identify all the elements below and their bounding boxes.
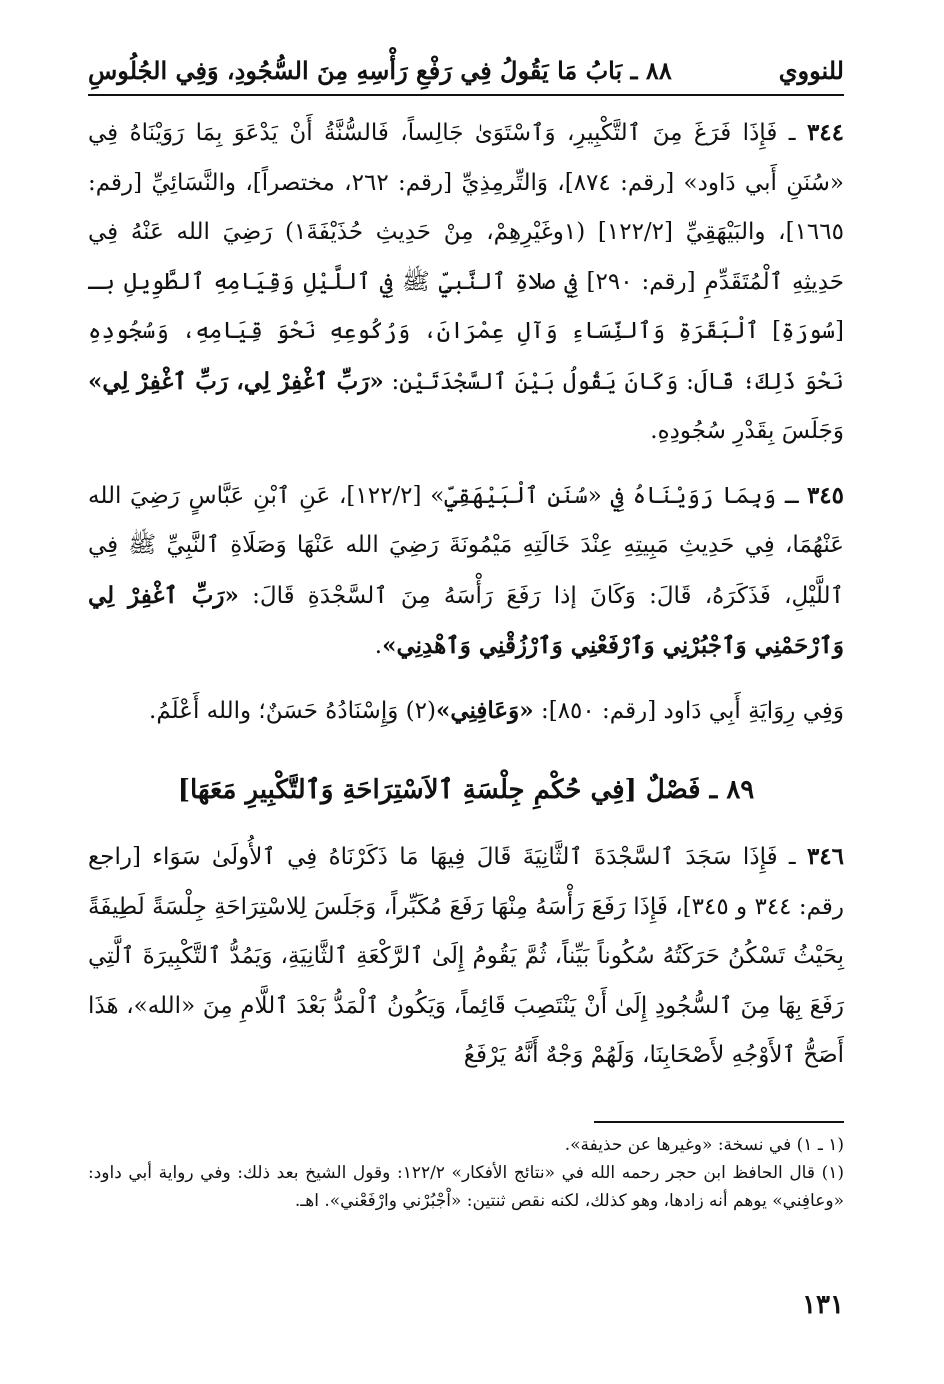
footnote-1-1: (١ ـ ١) في نسخة: «وغيرها عن حذيفة». — [564, 1134, 844, 1155]
supplication-text: «وَعَافِنِي» — [435, 696, 534, 724]
paragraph-number: ٣٤٦ — [806, 843, 844, 870]
footnotes — [88, 1131, 844, 1215]
paragraph-number: ٣٤٥ — [806, 481, 845, 509]
footnote-divider — [594, 1121, 844, 1123]
paragraph-text: ـ وَبِمَا رَوَيْنَاهُ فِي «سُنَنِ ٱلْبَيْهَقِيِّ» [١٢٢/٢]، عَنِ ٱبْنِ عَبَّاسٍ رَضِيَ الله عَنْهُمَا، فِي حَدِيثِ مَبِيتِهِ عِنْدَ خَالَتِهِ مَيْمُونَةَ رَضِيَ الله عَنْهَا وَصَلَاةِ ٱلنَّبِيِّ ﷺ فِي ٱللَّيْلِ، فَذَكَرَهُ، قَالَ: وَكَانَ إذا رَفَعَ رَأْسَهُ مِنَ ٱلسَّجْدَةِ قَالَ: — [88, 482, 844, 609]
paragraph-346 — [88, 832, 844, 1081]
supplication-text: «رَبِّ ٱغْفِرْ لِي، رَبِّ ٱغْفِرْ لِي» — [88, 367, 384, 395]
paragraph-tail: وَجَلَسَ بِقَدْرِ سُجُودِهِ. — [650, 418, 844, 444]
page-number: ١٣١ — [802, 1290, 844, 1320]
paragraph-344 — [88, 108, 844, 457]
body-text — [88, 108, 844, 1081]
header-book-title: للنووي — [778, 56, 844, 85]
paragraph-text: ـ فَإِذَا سَجَدَ ٱلسَّجْدَةَ ٱلثَّانِيَةَ قَالَ فِيهَا مَا ذَكَرْنَاهُ فِي ٱلأُولَىٰ سَوَاء [راجع رقم: ٣٤٤ و ٣٤٥]، فَإِذَا رَفَعَ رَأْسَهُ مِنْهَا رَفَعَ مُكَبِّراً، وَجَلَسَ لِلاسْتِرَاحَةِ جِلْسَةً لَطِيفَةً بِحَيْثُ تَسْكُنُ حَرَكَتُهُ سُكُوناً بَيِّناً، ثُمَّ يَقُومُ إِلَىٰ ٱلرَّكْعَةِ ٱلثَّانِيَةِ، وَيَمُدُّ ٱلتَّكْبِيرَةَ ٱلَّتِي رَفَعَ بِهَا مِنَ ٱلسُّجُودِ إِلَىٰ أَنْ يَنْتَصِبَ قَائِماً، وَيَكُونُ ٱلْمَدُّ بَعْدَ ٱللَّامِ مِنَ «الله»، هَذَا أَصَحُّ ٱلأَوْجُهِ لأَصْحَابِنَا، وَلَهُمْ وَجْهٌ أَنَّهُ يَرْفَعُ — [88, 844, 845, 1068]
section-heading: ٨٩ ـ فَصْلٌ [فِي حُكْمِ جِلْسَةِ ٱلاَسْتِرَاحَةِ وَٱلتَّكْبِيرِ مَعَهَا] — [177, 775, 755, 805]
book-page — [88, 48, 844, 1348]
supplication-text: «رَبِّ ٱغْفِرْ لِي وَٱرْحَمْنِي وَٱجْبُرْنِي وَٱرْفَعْنِي وَٱرْزُقْنِي وَٱهْدِنِي» — [88, 581, 844, 659]
running-header — [88, 48, 844, 96]
paragraph-tail: (٢) وَإِسْنَادُهُ حَسَنٌ؛ والله أَعْلَمُ. — [149, 697, 436, 724]
paragraph-number: ٣٤٤ — [806, 119, 844, 146]
paragraph-345 — [88, 471, 844, 672]
paragraph-text: وَفِي رِوَايَةِ أَبِي دَاود [رقم: ٨٥٠]: — [540, 697, 844, 724]
header-chapter-title: ٨٨ ـ بَابُ مَا يَقُولُ فِي رَفْعِ رَأْسِهِ مِنَ السُّجُودِ، وَفِي الجُلُوسِ — [88, 56, 672, 85]
paragraph-345-riwaya — [88, 686, 844, 737]
footnote-1: (١) قال الحافظ ابن حجر رحمه الله في «نتائج الأفكار» ١٢٢/٢: وقول الشيخ بعد ذلك: وفي رواية أبي داود: «وعافِني» يوهم أنه زادها، وهو كذلك، لكنه نقص ثنتين: «اْجْبُرْني وارْفَعْني». اهـ. — [88, 1162, 844, 1211]
paragraph-text: ـ فَإِذَا فَرَغَ مِنَ ٱلتَّكْبِيرِ، وَٱسْتَوَىٰ جَالِساً، فَالسُّنَّةُ أَنْ يَدْعَوَ بِمَا رَوَيْنَاهُ فِي «سُنَنِ أَبي دَاود» [رقم: ٨٧٤]، وَالتِّرمِذِيِّ [رقم: ٢٦٢، مختصراً]، والنَّسَائِيِّ [رقم: ١٦٦٥]، والبَيْهَقِيِّ [١٢٢/٢] (١وغَيْرِهِمْ، مِنْ حَدِيثِ حُذَيْفَةَ١) رَضِيَ الله عَنْهُ فِي حَدِيثِهِ ٱلْمُتَقَدِّمِ [رقم: ٢٩٠] فِي صلاةِ ٱلنَّبيِّ ﷺ فِي ٱللَّيْلِ وَقِيَامِهِ ٱلطَّوِيلِ بـ [سُورَةِ] ٱلْبَقَرَةِ وَٱلنِّسَاءِ وَآلِ عِمْرَانَ، وَرُكُوعِهِ نَحْوَ قِيَامِهِ، وَسُجُودِهِ نَحْوَ ذَلِكَ؛ قَالَ: وَكَانَ يَقُولُ بَيْنَ ٱلسَّجْدَتَيْنِ: — [88, 120, 845, 395]
paragraph-tail: . — [374, 633, 383, 659]
